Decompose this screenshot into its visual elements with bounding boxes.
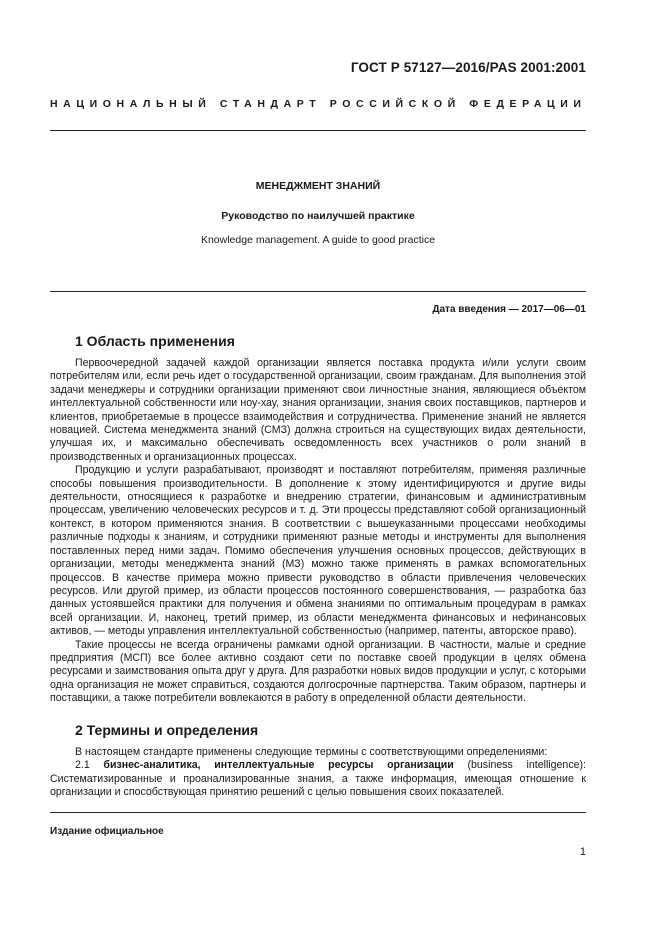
paragraph: Первоочередной задачей каждой организации является поставка продукта и/или услуги своим потребителям или, если речь идет о государственной организации, своим гражданам. Для выполнения этой задачи менеджеры и сотрудники организации применяют свои личностные знания, являющиеся объектом интеллектуальной собственности или ноу-хау, знания организации, знания своих поставщиков, партнеров и клиентов, приобретаемые в процессе взаимодействия и сотрудничества. Применение знаний не является новацией. Система менеджмента знаний (СМЗ) должна строиться на существующих видах деятельности, улучшая их, и максимально обеспечивать осведомленность всех участников о роли знаний в производственных и организационных процессах. — [50, 357, 586, 463]
section-1-heading: 1 Область применения — [75, 333, 235, 349]
term-definition: Систематизированные и проанализированные знания, а также информация, имеющая отношение к организации и способствующая принятию решений с целью повышения своих показателей. — [50, 772, 586, 799]
term-english: (business intelligence): — [467, 759, 586, 772]
national-standard-title: НАЦИОНАЛЬНЫЙ СТАНДАРТ РОССИЙСКОЙ ФЕДЕРАЦИИ — [50, 98, 587, 110]
footer-divider — [50, 812, 586, 813]
term-name: бизнес-аналитика, интеллектуальные ресурсы организации — [103, 759, 454, 772]
term-entry — [50, 759, 586, 799]
section-2-body — [50, 746, 586, 800]
term-number: 2.1 — [75, 759, 90, 772]
title-divider — [50, 291, 586, 292]
english-title: Knowledge management. A guide to good practice — [200, 234, 436, 246]
paragraph: Такие процессы не всегда ограничены рамками одной организации. В частности, малые и средние предприятия (МСП) все более активно создают сети по поставке своей продукции в целях обмена ресурсами и заимствования опыта друг у друга. Для разработки новых видов продукции и услуг, с которыми одна организация не может справиться, создаются долгосрочные партнерства. Таким образом, партнеры и поставщики, а также потребители вовлекаются в работу в определенной области деятельности. — [50, 638, 586, 705]
introduction-date: Дата введения — 2017—06—01 — [432, 304, 586, 315]
document-subtitle: Руководство по наилучшей практике — [221, 210, 415, 222]
top-divider — [50, 130, 586, 131]
section-1-body — [50, 357, 586, 706]
standard-code: ГОСТ Р 57127—2016/PAS 2001:2001 — [350, 60, 586, 75]
page-number: 1 — [579, 846, 586, 858]
official-edition-label: Издание официальное — [50, 826, 164, 837]
document-title: МЕНЕДЖМЕНТ ЗНАНИЙ — [255, 180, 381, 192]
section-2-heading: 2 Термины и определения — [75, 722, 259, 738]
paragraph: Продукцию и услуги разрабатывают, производят и поставляют потребителям, применяя различные способы повышения производительности. В дополнение к этому идентифицируются и другие виды деятельности, относящиеся к разработке и внедрению стратегии, финансовым и административным процессам, увеличению человеческих ресурсов и т. д. Эти процессы представляют собой организационный контекст, в котором применяются знания. В соответствии с вышеуказанными процессами необходимы различные подходы к знаниям, и сотрудники применяют разные методы и инструменты для выполнения поставленных перед ними задач. Помимо обеспечения улучшения основных процессов, действующих в организации, методы менеджмента знаний (МЗ) можно также применять в рамках вспомогательных процессов. В качестве примера можно привести руководство в области привлечения человеческих ресурсов. Или другой пример, из области процессов постоянного совершенствования, — разработка баз данных устоявшейся практики для получения и обмена знаниями по оптимальным процедурам в рамках всей организации. И, наконец, третий пример, из области менеджмента финансовых и нефинансовых активов, — методы управления интеллектуальной собственностью (например, патенты, авторское право). — [50, 464, 586, 638]
paragraph: В настоящем стандарте применены следующие термины с соответствующими определениями: — [75, 746, 548, 758]
